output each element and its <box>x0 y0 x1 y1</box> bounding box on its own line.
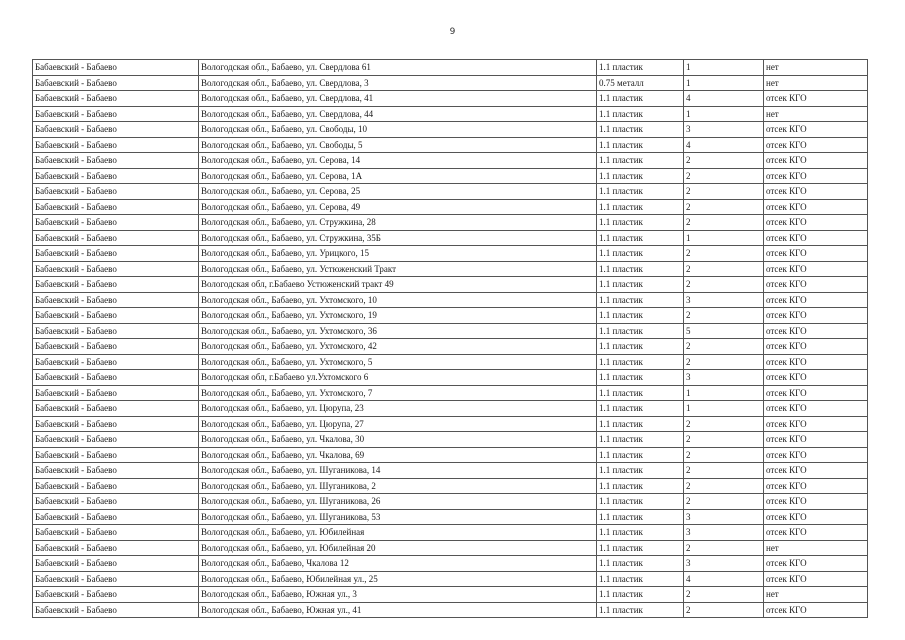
kgo-cell: отсек КГО <box>764 354 868 370</box>
kgo-cell: отсек КГО <box>764 246 868 262</box>
container-cell: 1.1 пластик <box>597 230 684 246</box>
container-cell: 1.1 пластик <box>597 215 684 231</box>
kgo-cell: отсек КГО <box>764 370 868 386</box>
address-cell: Вологодская обл., Бабаево, ул. Ухтомского, 7 <box>199 385 597 401</box>
kgo-cell: отсек КГО <box>764 91 868 107</box>
kgo-cell: отсек КГО <box>764 525 868 541</box>
district-cell: Бабаевский - Бабаево <box>33 602 199 618</box>
district-cell: Бабаевский - Бабаево <box>33 478 199 494</box>
district-cell: Бабаевский - Бабаево <box>33 153 199 169</box>
address-cell: Вологодская обл., Бабаево, ул. Стружкина, 28 <box>199 215 597 231</box>
table-row <box>33 354 868 370</box>
count-cell: 3 <box>684 122 764 138</box>
count-cell: 4 <box>684 571 764 587</box>
table-body <box>33 60 868 618</box>
address-cell: Вологодская обл., Бабаево, ул. Устюженский Тракт <box>199 261 597 277</box>
container-cell: 1.1 пластик <box>597 308 684 324</box>
kgo-cell: отсек КГО <box>764 571 868 587</box>
count-cell: 3 <box>684 525 764 541</box>
kgo-cell: отсек КГО <box>764 447 868 463</box>
address-cell: Вологодская обл., Бабаево, ул. Шуганикова, 2 <box>199 478 597 494</box>
count-cell: 2 <box>684 215 764 231</box>
kgo-cell: отсек КГО <box>764 215 868 231</box>
container-cell: 1.1 пластик <box>597 509 684 525</box>
count-cell: 2 <box>684 463 764 479</box>
container-cell: 1.1 пластик <box>597 60 684 76</box>
address-cell: Вологодская обл., Бабаево, ул. Ухтомского, 36 <box>199 323 597 339</box>
address-cell: Вологодская обл., Бабаево, ул. Юбилейная <box>199 525 597 541</box>
kgo-cell: отсек КГО <box>764 432 868 448</box>
table-row <box>33 122 868 138</box>
table-row <box>33 75 868 91</box>
kgo-cell: отсек КГО <box>764 137 868 153</box>
table-row <box>33 432 868 448</box>
address-cell: Вологодская обл., Бабаево, Южная ул., 41 <box>199 602 597 618</box>
container-cell: 1.1 пластик <box>597 447 684 463</box>
kgo-cell: отсек КГО <box>764 122 868 138</box>
table-row <box>33 199 868 215</box>
container-cell: 1.1 пластик <box>597 122 684 138</box>
count-cell: 3 <box>684 292 764 308</box>
address-cell: Вологодская обл., Бабаево, ул. Ухтомского, 5 <box>199 354 597 370</box>
table-row <box>33 308 868 324</box>
container-cell: 1.1 пластик <box>597 416 684 432</box>
district-cell: Бабаевский - Бабаево <box>33 354 199 370</box>
district-cell: Бабаевский - Бабаево <box>33 184 199 200</box>
district-cell: Бабаевский - Бабаево <box>33 447 199 463</box>
container-cell: 1.1 пластик <box>597 556 684 572</box>
district-cell: Бабаевский - Бабаево <box>33 292 199 308</box>
container-cell: 1.1 пластик <box>597 478 684 494</box>
count-cell: 2 <box>684 184 764 200</box>
district-cell: Бабаевский - Бабаево <box>33 230 199 246</box>
district-cell: Бабаевский - Бабаево <box>33 199 199 215</box>
count-cell: 2 <box>684 277 764 293</box>
address-cell: Вологодская обл., Бабаево, ул. Ухтомского, 42 <box>199 339 597 355</box>
district-cell: Бабаевский - Бабаево <box>33 60 199 76</box>
kgo-cell: нет <box>764 75 868 91</box>
table-row <box>33 478 868 494</box>
kgo-cell: отсек КГО <box>764 168 868 184</box>
count-cell: 2 <box>684 153 764 169</box>
count-cell: 1 <box>684 75 764 91</box>
table-row <box>33 385 868 401</box>
address-cell: Вологодская обл., Бабаево, ул. Шуганикова, 53 <box>199 509 597 525</box>
table-row <box>33 91 868 107</box>
table-row <box>33 401 868 417</box>
count-cell: 3 <box>684 509 764 525</box>
district-cell: Бабаевский - Бабаево <box>33 463 199 479</box>
kgo-cell: отсек КГО <box>764 401 868 417</box>
district-cell: Бабаевский - Бабаево <box>33 261 199 277</box>
count-cell: 2 <box>684 447 764 463</box>
district-cell: Бабаевский - Бабаево <box>33 509 199 525</box>
kgo-cell: отсек КГО <box>764 463 868 479</box>
address-cell: Вологодская обл., Бабаево, ул. Свердлова 61 <box>199 60 597 76</box>
address-cell: Вологодская обл., Бабаево, Чкалова 12 <box>199 556 597 572</box>
kgo-cell: отсек КГО <box>764 323 868 339</box>
address-cell: Вологодская обл., Бабаево, ул. Чкалова, 30 <box>199 432 597 448</box>
kgo-cell: нет <box>764 587 868 603</box>
table-row <box>33 153 868 169</box>
address-cell: Вологодская обл, г.Бабаево ул.Ухтомского 6 <box>199 370 597 386</box>
count-cell: 2 <box>684 602 764 618</box>
count-cell: 4 <box>684 137 764 153</box>
district-cell: Бабаевский - Бабаево <box>33 556 199 572</box>
address-cell: Вологодская обл., Бабаево, ул. Ухтомского, 10 <box>199 292 597 308</box>
container-cell: 1.1 пластик <box>597 385 684 401</box>
container-cell: 1.1 пластик <box>597 432 684 448</box>
container-cell: 1.1 пластик <box>597 463 684 479</box>
count-cell: 1 <box>684 60 764 76</box>
address-cell: Вологодская обл., Бабаево, Южная ул., 3 <box>199 587 597 603</box>
container-cell: 1.1 пластик <box>597 199 684 215</box>
container-cell: 1.1 пластик <box>597 246 684 262</box>
kgo-cell: отсек КГО <box>764 230 868 246</box>
table-row <box>33 416 868 432</box>
kgo-cell: отсек КГО <box>764 416 868 432</box>
address-cell: Вологодская обл., Бабаево, ул. Цюрупа, 27 <box>199 416 597 432</box>
district-cell: Бабаевский - Бабаево <box>33 494 199 510</box>
container-cell: 1.1 пластик <box>597 602 684 618</box>
table-row <box>33 215 868 231</box>
count-cell: 2 <box>684 339 764 355</box>
kgo-cell: отсек КГО <box>764 261 868 277</box>
district-cell: Бабаевский - Бабаево <box>33 339 199 355</box>
table-row <box>33 60 868 76</box>
container-cell: 1.1 пластик <box>597 540 684 556</box>
kgo-cell: нет <box>764 540 868 556</box>
count-cell: 2 <box>684 416 764 432</box>
address-cell: Вологодская обл., Бабаево, ул. Шуганикова, 26 <box>199 494 597 510</box>
container-cell: 1.1 пластик <box>597 137 684 153</box>
count-cell: 1 <box>684 106 764 122</box>
count-cell: 3 <box>684 556 764 572</box>
address-cell: Вологодская обл., Бабаево, ул. Свердлова, 41 <box>199 91 597 107</box>
address-cell: Вологодская обл., Бабаево, ул. Свободы, 5 <box>199 137 597 153</box>
table-row <box>33 292 868 308</box>
address-cell: Вологодская обл., Бабаево, ул. Серова, 49 <box>199 199 597 215</box>
district-cell: Бабаевский - Бабаево <box>33 370 199 386</box>
district-cell: Бабаевский - Бабаево <box>33 75 199 91</box>
container-cell: 1.1 пластик <box>597 370 684 386</box>
kgo-cell: отсек КГО <box>764 494 868 510</box>
address-cell: Вологодская обл., Бабаево, ул. Чкалова, 69 <box>199 447 597 463</box>
table-row <box>33 323 868 339</box>
district-cell: Бабаевский - Бабаево <box>33 91 199 107</box>
container-cell: 1.1 пластик <box>597 494 684 510</box>
container-cell: 1.1 пластик <box>597 525 684 541</box>
table-row <box>33 277 868 293</box>
count-cell: 5 <box>684 323 764 339</box>
district-cell: Бабаевский - Бабаево <box>33 587 199 603</box>
table-row <box>33 556 868 572</box>
district-cell: Бабаевский - Бабаево <box>33 308 199 324</box>
district-cell: Бабаевский - Бабаево <box>33 323 199 339</box>
table-row <box>33 463 868 479</box>
container-cell: 1.1 пластик <box>597 587 684 603</box>
kgo-cell: отсек КГО <box>764 339 868 355</box>
district-cell: Бабаевский - Бабаево <box>33 246 199 262</box>
district-cell: Бабаевский - Бабаево <box>33 385 199 401</box>
count-cell: 2 <box>684 540 764 556</box>
count-cell: 3 <box>684 370 764 386</box>
container-cell: 1.1 пластик <box>597 277 684 293</box>
kgo-cell: отсек КГО <box>764 308 868 324</box>
address-cell: Вологодская обл., Бабаево, ул. Шуганикова, 14 <box>199 463 597 479</box>
container-cell: 1.1 пластик <box>597 91 684 107</box>
address-cell: Вологодская обл., Бабаево, ул. Серова, 25 <box>199 184 597 200</box>
count-cell: 2 <box>684 478 764 494</box>
container-cell: 1.1 пластик <box>597 339 684 355</box>
table-row <box>33 525 868 541</box>
table-row <box>33 339 868 355</box>
table-row <box>33 230 868 246</box>
container-cell: 1.1 пластик <box>597 261 684 277</box>
container-cell: 1.1 пластик <box>597 168 684 184</box>
address-cell: Вологодская обл., Бабаево, ул. Свободы, 10 <box>199 122 597 138</box>
kgo-cell: отсек КГО <box>764 277 868 293</box>
kgo-cell: отсек КГО <box>764 385 868 401</box>
count-cell: 2 <box>684 261 764 277</box>
count-cell: 4 <box>684 91 764 107</box>
count-cell: 2 <box>684 432 764 448</box>
district-cell: Бабаевский - Бабаево <box>33 432 199 448</box>
table-row <box>33 168 868 184</box>
table-row <box>33 246 868 262</box>
district-cell: Бабаевский - Бабаево <box>33 215 199 231</box>
table-row <box>33 571 868 587</box>
table-row <box>33 106 868 122</box>
count-cell: 2 <box>684 246 764 262</box>
container-cell: 1.1 пластик <box>597 571 684 587</box>
container-cell: 1.1 пластик <box>597 323 684 339</box>
address-cell: Вологодская обл., Бабаево, Юбилейная ул., 25 <box>199 571 597 587</box>
data-table <box>32 59 868 618</box>
address-cell: Вологодская обл., Бабаево, ул. Урицкого, 15 <box>199 246 597 262</box>
district-cell: Бабаевский - Бабаево <box>33 106 199 122</box>
address-cell: Вологодская обл., Бабаево, ул. Серова, 14 <box>199 153 597 169</box>
table-row <box>33 587 868 603</box>
district-cell: Бабаевский - Бабаево <box>33 137 199 153</box>
address-cell: Вологодская обл., Бабаево, ул. Ухтомского, 19 <box>199 308 597 324</box>
container-cell: 0.75 металл <box>597 75 684 91</box>
district-cell: Бабаевский - Бабаево <box>33 416 199 432</box>
count-cell: 1 <box>684 401 764 417</box>
count-cell: 2 <box>684 587 764 603</box>
table-row <box>33 447 868 463</box>
kgo-cell: отсек КГО <box>764 602 868 618</box>
table-row <box>33 261 868 277</box>
table-row <box>33 540 868 556</box>
count-cell: 1 <box>684 230 764 246</box>
count-cell: 2 <box>684 308 764 324</box>
table-row <box>33 184 868 200</box>
table-row <box>33 602 868 618</box>
count-cell: 2 <box>684 354 764 370</box>
table-row <box>33 137 868 153</box>
kgo-cell: отсек КГО <box>764 509 868 525</box>
container-cell: 1.1 пластик <box>597 354 684 370</box>
district-cell: Бабаевский - Бабаево <box>33 540 199 556</box>
kgo-cell: отсек КГО <box>764 184 868 200</box>
container-cell: 1.1 пластик <box>597 184 684 200</box>
count-cell: 2 <box>684 199 764 215</box>
kgo-cell: нет <box>764 106 868 122</box>
count-cell: 2 <box>684 494 764 510</box>
table-row <box>33 370 868 386</box>
address-cell: Вологодская обл., Бабаево, ул. Свердлова, 3 <box>199 75 597 91</box>
table-row <box>33 494 868 510</box>
district-cell: Бабаевский - Бабаево <box>33 122 199 138</box>
container-cell: 1.1 пластик <box>597 292 684 308</box>
container-cell: 1.1 пластик <box>597 153 684 169</box>
district-cell: Бабаевский - Бабаево <box>33 401 199 417</box>
district-cell: Бабаевский - Бабаево <box>33 525 199 541</box>
kgo-cell: отсек КГО <box>764 199 868 215</box>
container-cell: 1.1 пластик <box>597 106 684 122</box>
count-cell: 1 <box>684 385 764 401</box>
district-cell: Бабаевский - Бабаево <box>33 571 199 587</box>
address-cell: Вологодская обл., Бабаево, ул. Цюрупа, 23 <box>199 401 597 417</box>
address-cell: Вологодская обл, г.Бабаево Устюженский тракт 49 <box>199 277 597 293</box>
kgo-cell: отсек КГО <box>764 292 868 308</box>
table-row <box>33 509 868 525</box>
container-cell: 1.1 пластик <box>597 401 684 417</box>
kgo-cell: отсек КГО <box>764 556 868 572</box>
kgo-cell: нет <box>764 60 868 76</box>
count-cell: 2 <box>684 168 764 184</box>
address-cell: Вологодская обл., Бабаево, ул. Стружкина, 35Б <box>199 230 597 246</box>
kgo-cell: отсек КГО <box>764 478 868 494</box>
page-number: 9 <box>449 27 456 37</box>
district-cell: Бабаевский - Бабаево <box>33 277 199 293</box>
district-cell: Бабаевский - Бабаево <box>33 168 199 184</box>
address-cell: Вологодская обл., Бабаево, ул. Серова, 1А <box>199 168 597 184</box>
address-cell: Вологодская обл., Бабаево, ул. Свердлова, 44 <box>199 106 597 122</box>
kgo-cell: отсек КГО <box>764 153 868 169</box>
address-cell: Вологодская обл., Бабаево, ул. Юбилейная 20 <box>199 540 597 556</box>
